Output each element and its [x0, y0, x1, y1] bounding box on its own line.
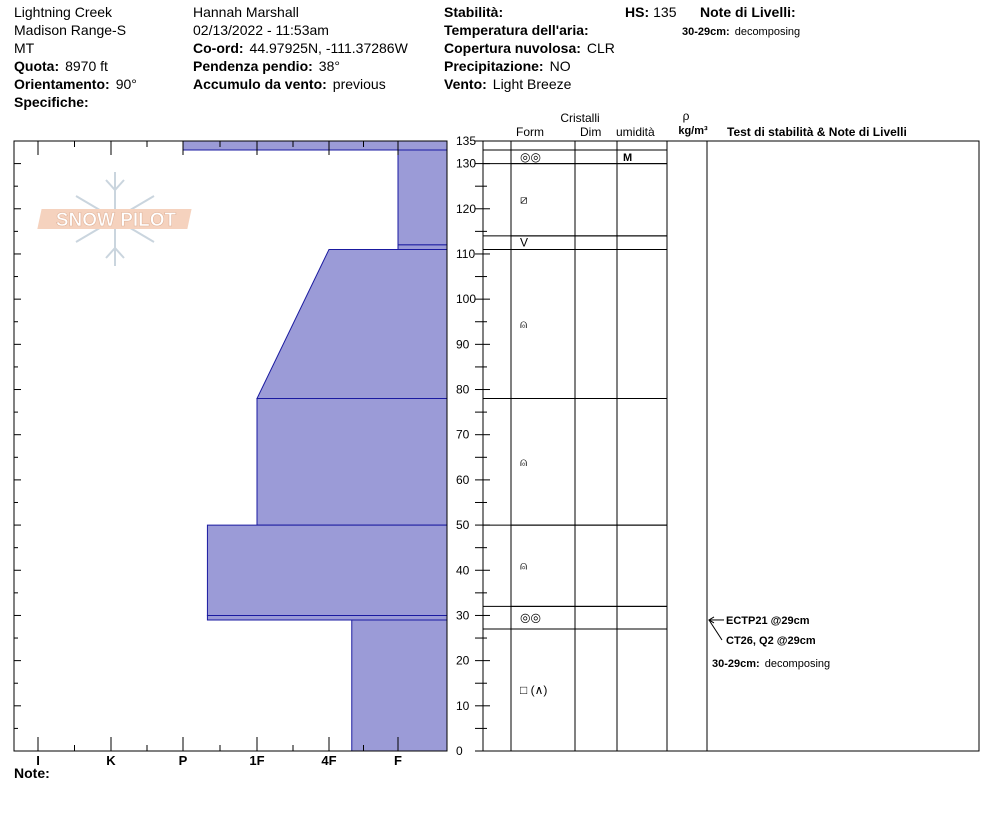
depth-tick-label-top: 135 — [456, 134, 477, 148]
elevation-value: 8970 ft — [65, 58, 108, 74]
stability-tests — [709, 615, 816, 647]
state-name: MT — [14, 40, 35, 56]
hardness-layer-1 — [398, 150, 447, 245]
range-name: Madison Range-S — [14, 22, 127, 38]
layer-form-1: ◎◎ — [520, 149, 541, 164]
slope-label: Pendenza pendio: — [193, 58, 313, 74]
layer-form-6: ⍝ — [520, 558, 528, 573]
hardness-profile — [183, 141, 447, 751]
hardness-tick-label-3: 1F — [249, 753, 265, 768]
aspect-field — [14, 76, 137, 92]
density-symbol: ρ — [682, 109, 690, 123]
hardness-tick-label-2: P — [178, 753, 188, 768]
specifics-label: Specifiche: — [14, 94, 89, 110]
layer-note-inline-value: decomposing — [764, 658, 831, 670]
depth-tick-label-50: 50 — [456, 518, 470, 533]
coords-field — [193, 40, 409, 56]
depth-tick-label-10: 10 — [456, 698, 470, 713]
notes-label: Note: — [14, 765, 50, 781]
coords-label: Co-ord: — [193, 40, 244, 56]
depth-tick-label-20: 20 — [456, 653, 470, 668]
layer-form-8: □ (∧) — [520, 683, 548, 697]
air-temp-label: Temperatura dell'aria: — [444, 22, 589, 38]
layer-note-entry-label: 30-29cm: — [682, 26, 730, 38]
depth-tick-label-40: 40 — [456, 563, 470, 578]
hardness-layer-0 — [183, 141, 447, 150]
hardness-tick-label-1: K — [106, 753, 116, 768]
coords-value: 44.97925N, -111.37286W — [249, 40, 408, 56]
wind-loading-label: Accumulo da vento: — [193, 76, 327, 92]
hardness-layer-5 — [207, 525, 447, 615]
hs-label: HS: — [625, 4, 650, 20]
layer-note-inline — [712, 658, 830, 670]
layer-form-2: ⧄ — [520, 192, 528, 207]
depth-tick-label-120: 120 — [456, 201, 477, 216]
form-header: Form — [516, 125, 544, 139]
depth-tick-label-30: 30 — [456, 608, 470, 623]
layer-note-entry-value: decomposing — [734, 26, 801, 38]
depth-tick-label-90: 90 — [456, 337, 470, 352]
hardness-tick-label-5: F — [394, 753, 402, 768]
observation-datetime: 02/13/2022 - 11:53am — [193, 22, 329, 38]
precip-field — [444, 58, 571, 74]
hardness-layer-2 — [398, 245, 447, 250]
location-name: Lightning Creek — [14, 4, 113, 20]
wind-value: Light Breeze — [492, 76, 572, 92]
density-unit: kg/m³ — [678, 125, 708, 137]
layer-note-inline-label: 30-29cm: — [712, 658, 760, 670]
layer-form-3: V — [520, 235, 529, 250]
slope-value: 38° — [318, 58, 340, 74]
hardness-layer-7 — [352, 620, 447, 751]
moisture-header: umidità — [616, 125, 655, 139]
wind-loading-field — [193, 76, 386, 92]
test-label-0: ECTP21 @29cm — [726, 614, 810, 627]
hardness-layer-6 — [207, 615, 447, 620]
elevation-label: Quota: — [14, 58, 60, 74]
snowpilot-logo — [37, 172, 191, 266]
depth-tick-label-130: 130 — [456, 156, 477, 171]
depth-tick-label-110: 110 — [456, 246, 476, 261]
layer-note-entry — [682, 26, 800, 38]
layer-moisture-1: M — [623, 151, 633, 164]
wind-loading-value: previous — [332, 76, 386, 92]
elevation-field — [14, 58, 108, 74]
depth-tick-label-80: 80 — [456, 382, 470, 397]
hs-value: 135 — [653, 4, 677, 20]
layer-form-7: ◎◎ — [520, 610, 541, 625]
layer-form-5: ⍝ — [520, 454, 528, 469]
aspect-value: 90° — [115, 76, 137, 92]
layer-notes-label: Note di Livelli: — [700, 4, 796, 20]
hardness-layer-3 — [257, 249, 447, 398]
hs-field — [625, 4, 677, 20]
wind-field — [444, 76, 572, 92]
snowpilot-logo-text: SNOW PILOT — [55, 210, 177, 231]
tests-header: Test di stabilità & Note di Livelli — [727, 125, 907, 139]
sky-label: Copertura nuvolosa: — [444, 40, 581, 56]
test-pointer-1 — [709, 620, 722, 640]
crystals-header: Cristalli — [560, 111, 600, 125]
depth-tick-label-100: 100 — [456, 292, 477, 307]
precip-value: NO — [549, 58, 571, 74]
depth-tick-label-60: 60 — [456, 472, 470, 487]
test-label-1: CT26, Q2 @29cm — [726, 634, 816, 647]
sky-value: CLR — [586, 40, 615, 56]
hardness-tick-label-0: I — [36, 753, 40, 768]
hardness-tick-label-4: 4F — [321, 753, 337, 768]
hardness-layer-4 — [257, 399, 447, 526]
depth-tick-label-0: 0 — [456, 744, 463, 758]
size-header: Dim — [580, 125, 602, 139]
layer-form-4: ⍝ — [520, 317, 528, 331]
depth-tick-label-70: 70 — [456, 427, 470, 442]
precip-label: Precipitazione: — [444, 58, 544, 74]
wind-label: Vento: — [444, 76, 487, 92]
aspect-label: Orientamento: — [14, 76, 110, 92]
sky-field — [444, 40, 615, 56]
slope-field — [193, 58, 340, 74]
stability-label: Stabilità: — [444, 4, 504, 20]
observer-name: Hannah Marshall — [193, 4, 299, 20]
